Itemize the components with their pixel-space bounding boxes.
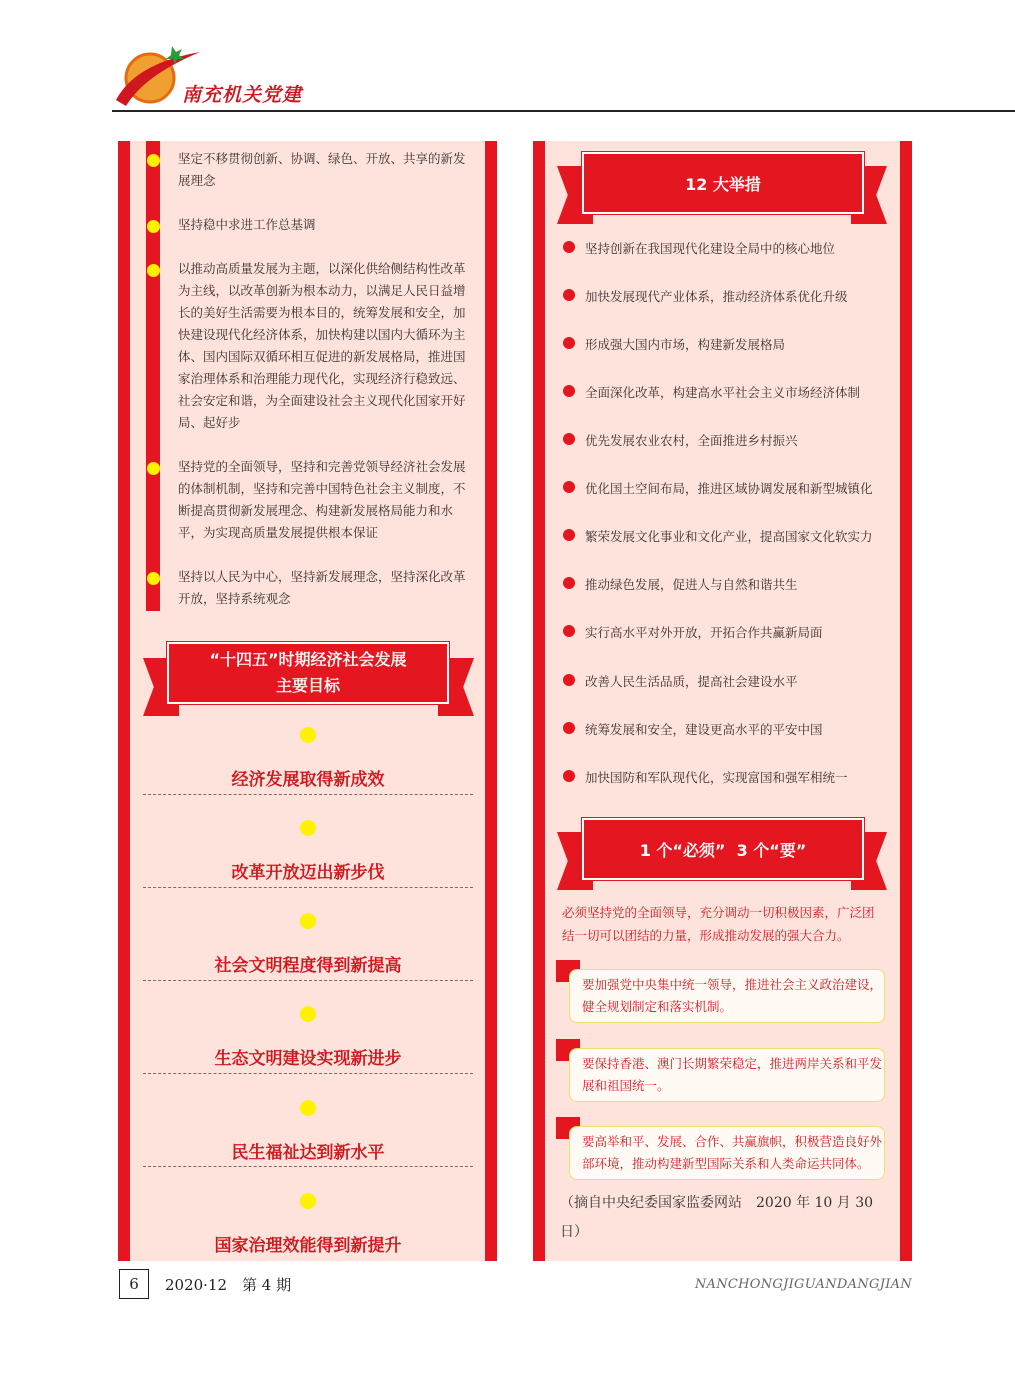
right-panel-border-right xyxy=(900,141,912,1261)
measures-ribbon-title xyxy=(582,152,864,214)
goal-item: 生态文明建设实现新进步 xyxy=(214,1049,402,1069)
measures-title: 12 大举措 xyxy=(685,174,761,194)
goal-item: 经济发展取得新成效 xyxy=(231,770,385,790)
goals-ribbon xyxy=(143,640,474,716)
bullet-dot xyxy=(147,220,160,233)
issue-label: 2020·12 第 4 期 xyxy=(165,1276,292,1294)
measure-dot xyxy=(563,529,575,541)
must-paragraph: 必须坚持党的全面领导，充分调动一切积极因素，广泛团结一切可以团结的力量，形成推动发展的强大合力。 xyxy=(562,905,875,943)
measure-item: 繁荣发展文化事业和文化产业，提高国家文化软实力 xyxy=(585,529,873,544)
list-item: 坚定不移贯彻创新、协调、绿色、开放、共享的新发展理念 xyxy=(178,151,466,188)
measure-item: 优先发展农业农村，全面推进乡村振兴 xyxy=(585,433,798,448)
left-panel-border-right xyxy=(485,141,497,1261)
measure-item: 改善人民生活品质，提高社会建设水平 xyxy=(585,674,798,689)
goal-dot xyxy=(300,727,316,743)
requirement-box: 要加强党中央集中统一领导，推进社会主义政治建设，健全规划制定和落实机制。 xyxy=(569,969,885,1023)
goal-dot xyxy=(300,820,316,836)
measure-dot xyxy=(563,481,575,493)
goal-item: 民生福祉达到新水平 xyxy=(231,1143,385,1163)
measure-dot xyxy=(563,385,575,397)
source-note: （摘自中央纪委国家监委网站 2020 年 10 月 30 日） xyxy=(560,1195,874,1240)
goal-item: 国家治理效能得到新提升 xyxy=(214,1236,402,1256)
musts-ribbon xyxy=(557,816,887,892)
goal-divider xyxy=(143,887,473,888)
magazine-english-name: NANCHONGJIGUANDANGJIAN xyxy=(694,1277,912,1292)
requirement-box: 要高举和平、发展、合作、共赢旗帜，积极营造良好外部环境，推动构建新型国际关系和人类命运共同体。 xyxy=(569,1126,885,1180)
goals-title-line1: “十四五”时期经济社会发展 xyxy=(209,650,407,669)
measure-dot xyxy=(563,577,575,589)
measure-dot xyxy=(563,770,575,782)
header-rule xyxy=(112,110,1015,112)
measure-item: 加快发展现代产业体系，推动经济体系优化升级 xyxy=(585,289,848,304)
measure-item: 实行高水平对外开放，开拓合作共赢新局面 xyxy=(585,625,823,640)
measure-item: 推动绿色发展，促进人与自然和谐共生 xyxy=(585,577,798,592)
measure-dot xyxy=(563,625,575,637)
measure-item: 坚持创新在我国现代化建设全局中的核心地位 xyxy=(585,241,836,256)
measure-item: 全面深化改革，构建高水平社会主义市场经济体制 xyxy=(585,385,861,400)
goal-dot xyxy=(300,1100,316,1116)
right-panel-border-left xyxy=(533,141,545,1261)
magazine-brand: 南充机关党建 xyxy=(182,84,303,106)
bullet-dot xyxy=(147,264,160,277)
bullet-dot xyxy=(147,154,160,167)
goals-ribbon-title xyxy=(167,642,449,704)
left-list-bar xyxy=(146,141,160,611)
page-number: 6 xyxy=(119,1269,149,1299)
goal-dot xyxy=(300,913,316,929)
measure-dot xyxy=(563,674,575,686)
goal-divider xyxy=(143,980,473,981)
goal-dot xyxy=(300,1193,316,1209)
goal-dot xyxy=(300,1006,316,1022)
goal-divider xyxy=(143,794,473,795)
list-item: 以推动高质量发展为主题，以深化供给侧结构性改革为主线，以改革创新为根本动力，以满足人民日益增长的美好生活需要为根本目的，统筹发展和安全，加快建设现代化经济体系，加快构建以国内大循环为主体、国内国际双循环相互促进的新发展格局，推进国家治理体系和治理能力现代化，实现经济行稳致远、社会安定和谐，为全面建设社会主义现代化国家开好局、起好步 xyxy=(178,261,466,430)
measure-item: 优化国土空间布局，推进区域协调发展和新型城镇化 xyxy=(585,481,873,496)
measure-item: 统筹发展和安全，建设更高水平的平安中国 xyxy=(585,722,823,737)
goals-title-line2: 主要目标 xyxy=(275,676,340,695)
measure-dot xyxy=(563,337,575,349)
goal-divider xyxy=(143,1166,473,1167)
measure-dot xyxy=(563,722,575,734)
left-panel-border-left xyxy=(118,141,130,1261)
bullet-dot xyxy=(147,572,160,585)
measures-ribbon xyxy=(557,150,887,226)
measure-item: 形成强大国内市场，构建新发展格局 xyxy=(585,337,786,352)
musts-title: 1 个“必须” 3 个“要” xyxy=(639,840,807,860)
measure-dot xyxy=(563,289,575,301)
list-item: 坚持稳中求进工作总基调 xyxy=(178,217,316,232)
list-item: 坚持党的全面领导，坚持和完善党领导经济社会发展的体制机制，坚持和完善中国特色社会主义制度，不断提高贯彻新发展理念、构建新发展格局能力和水平，为实现高质量发展提供根本保证 xyxy=(178,459,466,540)
measure-dot xyxy=(563,433,575,445)
bullet-dot xyxy=(147,462,160,475)
goal-item: 改革开放迈出新步伐 xyxy=(231,863,385,883)
measure-item: 加快国防和军队现代化，实现富国和强军相统一 xyxy=(585,770,848,785)
list-item: 坚持以人民为中心，坚持新发展理念，坚持深化改革开放，坚持系统观念 xyxy=(178,569,466,606)
requirement-box: 要保持香港、澳门长期繁荣稳定，推进两岸关系和平发展和祖国统一。 xyxy=(569,1048,885,1102)
musts-ribbon-title xyxy=(582,818,864,880)
goal-divider xyxy=(143,1073,473,1074)
measure-dot xyxy=(563,241,575,253)
goal-item: 社会文明程度得到新提高 xyxy=(214,956,402,976)
